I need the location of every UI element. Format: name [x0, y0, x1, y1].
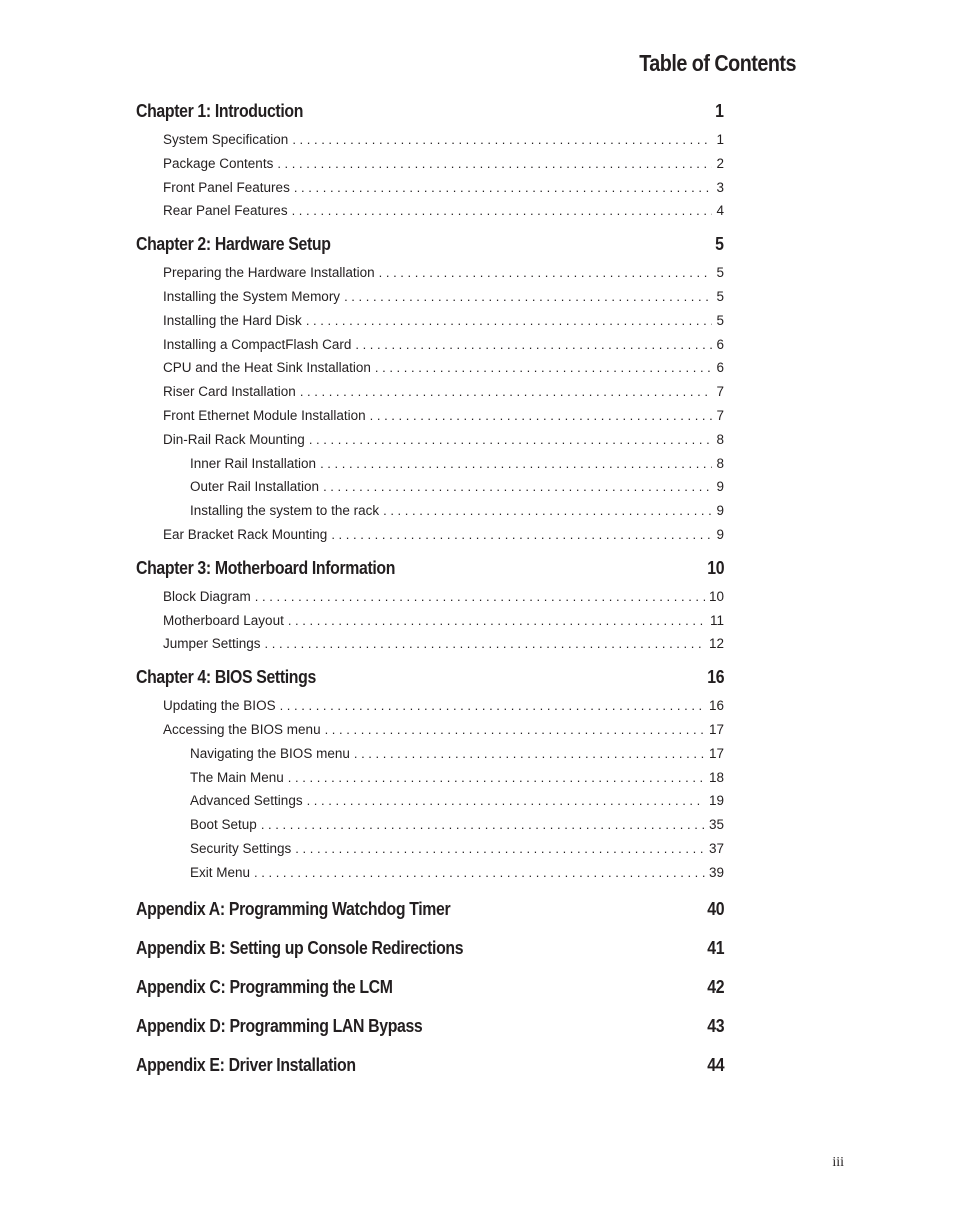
dot-leader	[379, 261, 713, 285]
dot-leader	[292, 199, 713, 223]
entry-label: Installing the System Memory	[163, 288, 341, 304]
dot-leader	[288, 609, 706, 633]
entry-page: 3	[716, 179, 724, 195]
chapter-heading[interactable]	[136, 553, 724, 583]
toc-entry[interactable]	[136, 694, 724, 718]
toc-entry[interactable]	[136, 356, 724, 380]
dot-leader	[370, 404, 713, 428]
chapter-page: 1	[715, 101, 724, 121]
toc-entry[interactable]	[136, 523, 724, 547]
entry-page: 17	[708, 721, 724, 737]
entry-list	[136, 261, 724, 547]
toc-entry[interactable]	[136, 152, 724, 176]
dot-leader	[383, 499, 712, 523]
entry-page: 8	[716, 455, 724, 471]
chapter-title: Chapter 4: BIOS Settings	[136, 667, 316, 688]
entry-label: Riser Card Installation	[163, 384, 296, 400]
toc-entry[interactable]	[136, 813, 724, 837]
entry-page: 37	[708, 840, 724, 856]
chapter-page: 10	[707, 557, 724, 578]
entry-page: 19	[708, 793, 724, 809]
dot-leader	[320, 452, 712, 476]
dot-leader	[309, 428, 713, 452]
entry-page: 12	[708, 636, 724, 652]
dot-leader	[261, 813, 705, 837]
chapter-heading[interactable]	[136, 229, 724, 259]
entry-label: Motherboard Layout	[163, 612, 284, 628]
dot-leader	[354, 742, 705, 766]
appendix-title: Appendix C: Programming the LCM	[136, 976, 393, 997]
appendix-heading[interactable]	[136, 972, 724, 1002]
entry-page: 1	[716, 132, 724, 147]
dot-leader	[294, 176, 713, 200]
entry-label: Rear Panel Features	[163, 203, 288, 219]
table-of-contents	[136, 96, 724, 1080]
entry-label: Installing the Hard Disk	[163, 312, 302, 328]
dot-leader	[344, 285, 712, 309]
toc-entry[interactable]	[136, 452, 724, 476]
toc-entry[interactable]	[136, 428, 724, 452]
chapter-heading[interactable]	[136, 96, 724, 126]
dot-leader	[307, 789, 705, 813]
toc-entry[interactable]	[136, 309, 724, 333]
dot-leader	[255, 585, 705, 609]
dot-leader	[288, 766, 705, 790]
chapter-heading[interactable]	[136, 662, 724, 692]
dot-leader	[280, 694, 705, 718]
toc-entry[interactable]	[136, 333, 724, 357]
appendix-title: Appendix D: Programming LAN Bypass	[136, 1015, 423, 1036]
entry-list	[136, 585, 724, 656]
dot-leader	[292, 128, 712, 152]
appendix-page: 40	[707, 898, 724, 919]
entry-page: 9	[716, 479, 724, 495]
toc-entry[interactable]	[136, 766, 724, 790]
entry-page: 10	[708, 588, 724, 604]
dot-leader	[300, 380, 713, 404]
entry-label: Ear Bracket Rack Mounting	[163, 526, 328, 542]
appendix-title: Appendix B: Setting up Console Redirections	[136, 937, 464, 958]
entry-page: 39	[708, 864, 724, 880]
page-title: Table of Contents	[639, 50, 796, 76]
toc-entry[interactable]	[136, 261, 724, 285]
entry-page: 9	[716, 526, 724, 542]
entry-label: Navigating the BIOS menu	[190, 745, 350, 761]
toc-entry[interactable]	[136, 837, 724, 861]
dot-leader	[265, 632, 705, 656]
entry-label: Din-Rail Rack Mounting	[163, 431, 305, 447]
entry-page: 11	[709, 612, 724, 628]
entry-page: 9	[716, 503, 724, 519]
dot-leader	[331, 523, 712, 547]
toc-entry[interactable]	[136, 176, 724, 200]
appendix-heading[interactable]	[136, 933, 724, 963]
toc-entry[interactable]	[136, 475, 724, 499]
toc-entry[interactable]	[136, 632, 724, 656]
toc-entry[interactable]	[136, 861, 724, 885]
toc-entry[interactable]	[136, 742, 724, 766]
entry-page: 35	[708, 817, 724, 833]
dot-leader	[277, 152, 712, 176]
appendix-page: 42	[707, 976, 724, 997]
dot-leader	[323, 475, 712, 499]
entry-label: Jumper Settings	[163, 636, 261, 652]
entry-page: 5	[716, 312, 724, 328]
toc-entry[interactable]	[136, 585, 724, 609]
toc-entry[interactable]	[136, 285, 724, 309]
toc-entry[interactable]	[136, 718, 724, 742]
entry-page: 8	[716, 431, 724, 447]
entry-label: Advanced Settings	[190, 793, 303, 809]
dot-leader	[355, 333, 712, 357]
dot-leader	[325, 718, 705, 742]
dot-leader	[254, 861, 705, 885]
entry-page: 2	[716, 155, 724, 171]
page-number: iii	[832, 1155, 844, 1170]
dot-leader	[295, 837, 705, 861]
chapter-page: 5	[715, 234, 724, 255]
entry-label: Front Panel Features	[163, 179, 290, 195]
entry-label: Security Settings	[190, 840, 292, 856]
toc-entry[interactable]	[136, 199, 724, 223]
dot-leader	[375, 356, 713, 380]
entry-label: Block Diagram	[163, 588, 251, 604]
toc-entry[interactable]	[136, 128, 724, 152]
chapter-title: Chapter 1: Introduction	[136, 101, 304, 121]
entry-label: Front Ethernet Module Installation	[163, 407, 366, 423]
entry-label: Installing a CompactFlash Card	[163, 336, 352, 352]
entry-label: Outer Rail Installation	[190, 479, 320, 495]
entry-page: 18	[708, 769, 724, 785]
appendix-heading[interactable]	[136, 894, 724, 924]
dot-leader	[306, 309, 713, 333]
entry-label: Preparing the Hardware Installation	[163, 265, 375, 281]
entry-page: 5	[716, 288, 724, 304]
entry-page: 7	[716, 384, 724, 400]
entry-page: 6	[716, 360, 724, 376]
entry-page: 5	[716, 265, 724, 281]
chapter-title: Chapter 2: Hardware Setup	[136, 234, 331, 255]
entry-label: System Specification	[163, 132, 289, 147]
entry-list	[136, 128, 724, 223]
entry-page: 4	[716, 203, 724, 219]
appendix-page: 43	[707, 1015, 724, 1036]
entry-label: Inner Rail Installation	[190, 455, 317, 471]
entry-page: 17	[708, 745, 724, 761]
entry-page: 6	[716, 336, 724, 352]
entry-label: Exit Menu	[190, 864, 251, 880]
entry-list	[136, 694, 724, 884]
entry-page: 7	[716, 407, 724, 423]
entry-label: The Main Menu	[190, 769, 284, 785]
entry-label: Updating the BIOS	[163, 698, 276, 714]
entry-label: Boot Setup	[190, 817, 257, 833]
chapter-title: Chapter 3: Motherboard Information	[136, 557, 396, 578]
toc-entry[interactable]	[136, 789, 724, 813]
appendix-heading[interactable]	[136, 1011, 724, 1041]
entry-label: Package Contents	[163, 155, 274, 171]
toc-entry[interactable]	[136, 609, 724, 633]
chapter-page: 16	[707, 667, 724, 688]
toc-entry[interactable]	[136, 499, 724, 523]
toc-entry[interactable]	[136, 404, 724, 428]
appendix-title: Appendix A: Programming Watchdog Timer	[136, 898, 451, 919]
appendix-page: 44	[707, 1054, 724, 1075]
toc-entry[interactable]	[136, 380, 724, 404]
appendix-page: 41	[707, 937, 724, 958]
entry-label: Accessing the BIOS menu	[163, 721, 321, 737]
appendix-title: Appendix E: Driver Installation	[136, 1054, 356, 1075]
appendix-heading[interactable]	[136, 1050, 724, 1080]
entry-page: 16	[708, 698, 724, 714]
entry-label: CPU and the Heat Sink Installation	[163, 360, 371, 376]
entry-label: Installing the system to the rack	[190, 503, 380, 519]
